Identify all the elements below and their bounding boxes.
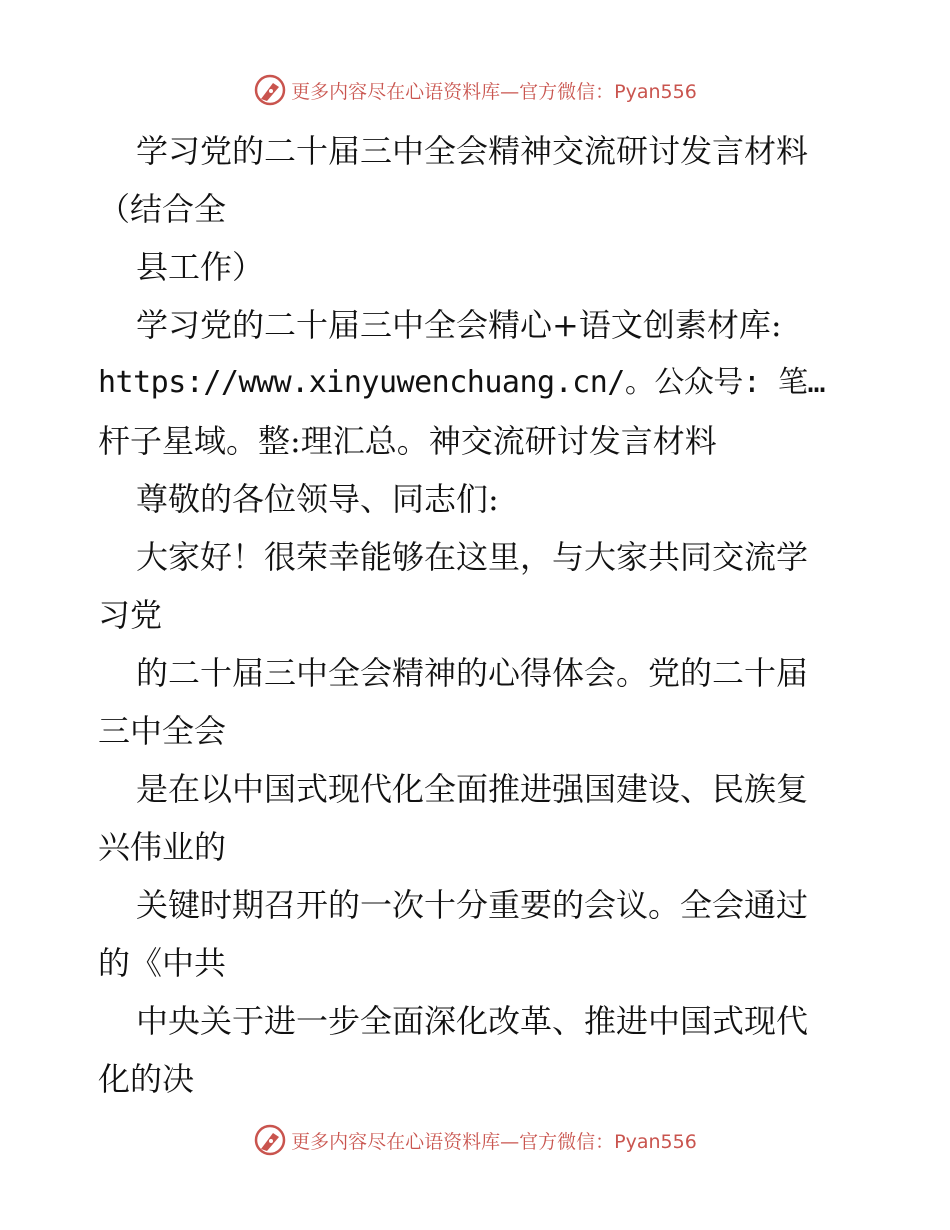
doc-text-line: 的二十届三中全会精神的心得体会。党的二十届 (136, 654, 809, 692)
banner-label: 更多内容尽在心语资料库—官方微信： (291, 80, 615, 103)
doc-text-line: 习党 (98, 596, 163, 634)
banner-text (291, 1127, 697, 1154)
doc-text-line: 三中全会 (98, 712, 227, 750)
doc-salutation: 尊敬的各位领导、同志们: (136, 480, 499, 518)
wechat-id: Pyan556 (614, 1130, 697, 1153)
doc-title-line-1: 学习党的二十届三中全会精神交流研讨发言材料 (136, 132, 809, 170)
doc-text-line: 化的决 (98, 1060, 195, 1098)
doc-text-line: 的《中共 (98, 944, 227, 982)
doc-text-line: 杆子星域。整:理汇总。神交流研讨发言材料 (98, 422, 717, 460)
banner-label: 更多内容尽在心语资料库—官方微信： (291, 1130, 615, 1153)
doc-url-line: https://www.xinyuwenchuang.cn/。公众号: 笔… (98, 365, 826, 400)
wechat-id: Pyan556 (614, 80, 697, 103)
doc-text-line: 是在以中国式现代化全面推进强国建设、民族复 (136, 770, 809, 808)
banner-content (253, 1123, 697, 1157)
doc-text-line: 中央关于进一步全面深化改革、推进中国式现代 (136, 1002, 809, 1040)
doc-text-line: 关键时期召开的一次十分重要的会议。全会通过 (136, 886, 809, 924)
header-banner (0, 70, 950, 110)
document-body (98, 122, 858, 1108)
footer-banner (0, 1120, 950, 1160)
banner-text (291, 77, 697, 104)
banner-content (253, 73, 697, 107)
pen-nib-logo-icon (253, 1123, 287, 1157)
doc-text-line: 学习党的二十届三中全会精心+语文创素材库: (136, 306, 782, 344)
pen-nib-logo-icon (253, 73, 287, 107)
doc-text-line: 兴伟业的 (98, 828, 227, 866)
doc-title-line-2: （结合全 (98, 190, 227, 228)
doc-text-line: 大家好！很荣幸能够在这里，与大家共同交流学 (136, 538, 809, 576)
doc-title-line-3: 县工作） (136, 248, 265, 286)
